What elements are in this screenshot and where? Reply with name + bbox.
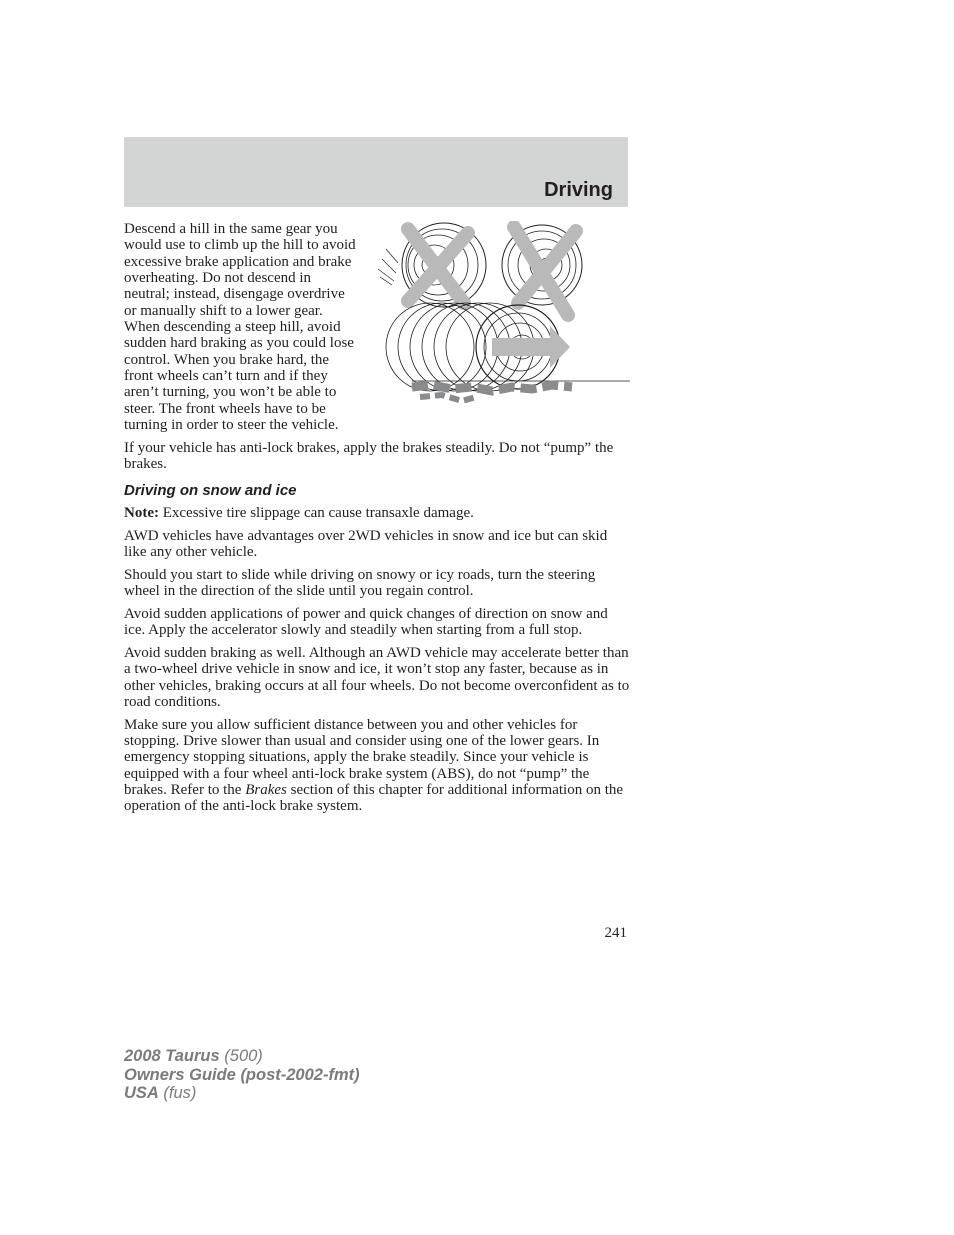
footer-market: USA — [124, 1084, 159, 1102]
footer-market-code: (fus) — [158, 1084, 197, 1102]
page-number: 241 — [604, 925, 627, 941]
hill-descent-paragraph: Descend a hill in the same gear you would use to climb up the hill to avoid excessive brake application and brake overheating. Do not descend in neutral; instead, disengage overdrive or manually shift to a lower gear. When descending a steep hill, avoid sudden hard braking as you could lose control. When you brake hard, the front wheels can’t turn and if they aren’t turning, you won’t be able to steer. The front wheels have to be turning in order to steer the vehicle. — [124, 221, 356, 434]
footer-line-model — [124, 1047, 360, 1066]
section-header-band — [124, 137, 628, 207]
note-paragraph — [124, 505, 630, 521]
page-content — [124, 221, 630, 821]
footer-model: 2008 Taurus — [124, 1047, 220, 1065]
footer-model-code: (500) — [219, 1047, 263, 1065]
footer-guide: Owners Guide (post-2002-fmt) — [124, 1065, 360, 1084]
note-text: Excessive tire slippage can cause transaxle damage. — [158, 504, 474, 521]
stopping-distance-paragraph — [124, 717, 630, 815]
snow-ice-subheading: Driving on snow and ice — [124, 481, 297, 499]
power-application-paragraph: Avoid sudden applications of power and quick changes of direction on snow and ice. Apply the accelerator slowly and steadily when starting from a full stop. — [124, 605, 608, 639]
awd-advantage-paragraph: AWD vehicles have advantages over 2WD vehicles in snow and ice but can skid like any other vehicle. — [124, 527, 608, 560]
skidding-wheel-x-icon — [378, 223, 486, 307]
footer-line-guide — [124, 1066, 360, 1085]
stopping-distance-text-a: Make sure you allow sufficient distance between you and other vehicles for stopping. Drive slower than usual and consider using one of the lower gears. In emergency stopping situations, apply the brake steadily. Since your vehicle is equipped with a four wheel anti-lock brake system (ABS), do not “pump” the brakes. Refer to the — [124, 716, 600, 798]
document-footer — [124, 1047, 360, 1103]
slide-steering-paragraph: Should you start to slide while driving on snowy or icy roads, turn the steering wheel in the direction of the slide until you regain control. — [124, 566, 596, 600]
locked-wheel-x-icon — [502, 225, 582, 315]
braking-wheels-illustration — [372, 221, 630, 407]
rolling-wheel-arrow-icon — [386, 303, 630, 401]
footer-line-market — [124, 1084, 360, 1103]
anti-lock-paragraph: If your vehicle has anti-lock brakes, apply the brakes steadily. Do not “pump” the brakes. — [124, 439, 614, 473]
sudden-braking-paragraph: Avoid sudden braking as well. Although an AWD vehicle may accelerate better than a two-wheel drive vehicle in snow and ice, it won’t stop any faster, because as in other vehicles, braking occurs at all four wheels. Do not become overconfident as to road conditions. — [124, 644, 630, 710]
note-label: Note: — [124, 504, 159, 521]
section-title: Driving — [544, 179, 613, 201]
stopping-distance-text-b: section of this chapter for additional information on the operation of the anti-lock brake system. — [124, 782, 624, 815]
brakes-section-reference: Brakes — [245, 782, 287, 798]
